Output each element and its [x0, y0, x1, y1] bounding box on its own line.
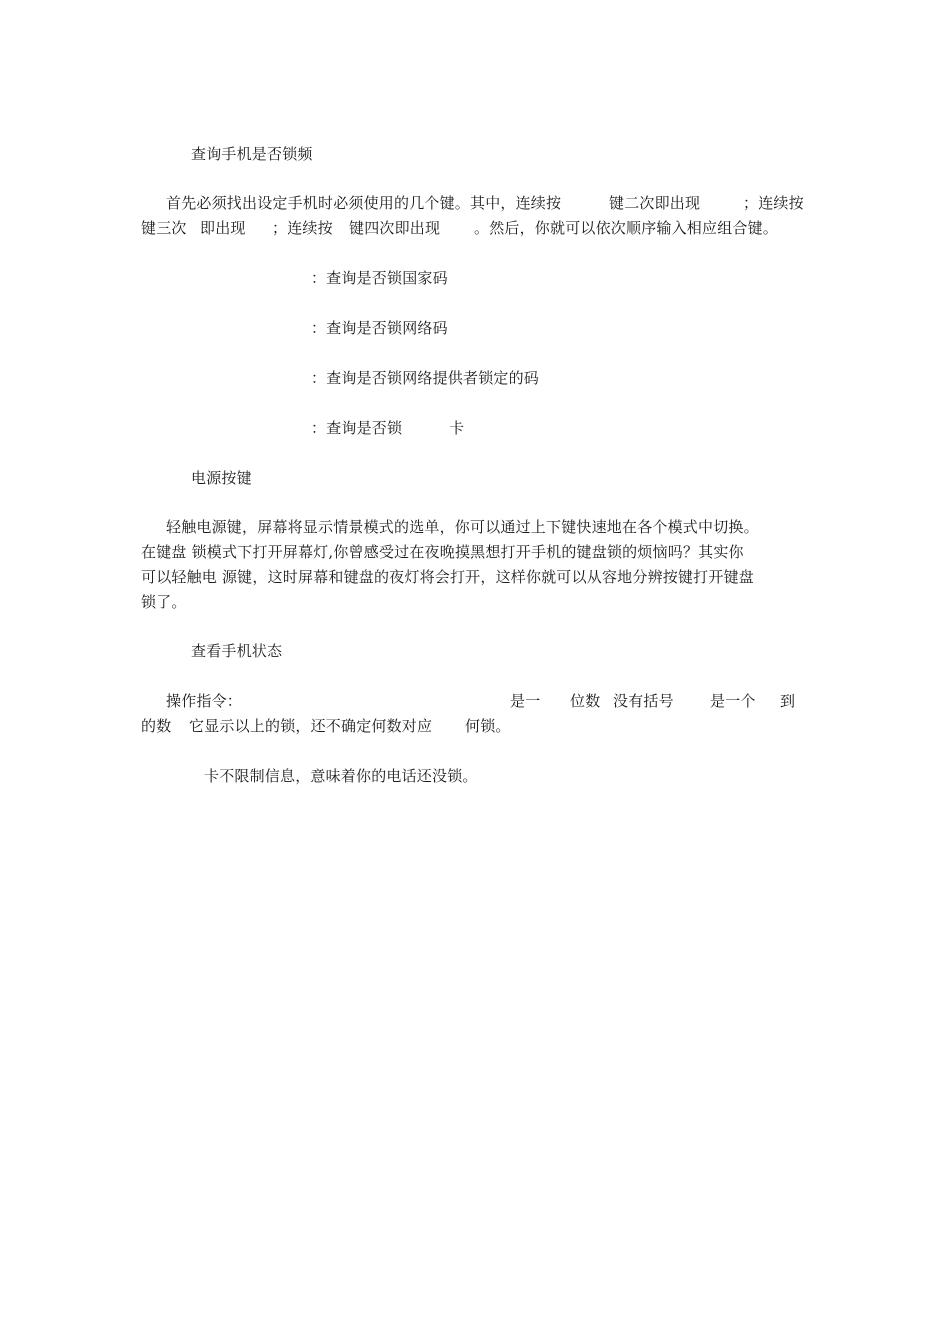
status-line-2b: 它显示以上的锁，还不确定何数对应 [189, 717, 433, 735]
power-line-1: 轻触电源键，屏幕将显示情景模式的选单，你可以通过上下键快速地在各个模式中切换。 [166, 518, 759, 536]
status-line-2a: 的数 [141, 717, 172, 735]
code-item-sim-b: 卡 [449, 419, 465, 437]
heading-lock-check: 查询手机是否锁频 [191, 145, 313, 163]
status-line-1c: 位数 [570, 692, 601, 710]
intro-line-2b: 即出现 [200, 219, 246, 237]
code-item-country: ：查询是否锁国家码 [311, 269, 448, 287]
code-item-provider: ：查询是否锁网络提供者锁定的码 [311, 369, 540, 387]
intro-line-2d: 键四次即出现 [349, 219, 441, 237]
code-item-sim-a: ：查询是否锁 [311, 419, 403, 437]
intro-line-1b: 键二次即出现 [609, 194, 701, 212]
status-line-2c: 何锁。 [465, 717, 511, 735]
heading-phone-status: 查看手机状态 [191, 642, 283, 660]
power-line-3: 可以轻触电 源键，这时屏幕和键盘的夜灯将会打开，这样你就可以从容地分辨按键打开键盘 [141, 568, 754, 586]
status-line-1a: 操作指令： [166, 692, 243, 710]
status-line-1e: 是一个 [710, 692, 756, 710]
status-note: 卡不限制信息，意味着你的电话还没锁。 [204, 767, 478, 785]
intro-line-2a: 键三次 [141, 219, 187, 237]
status-line-1f: 到 [780, 692, 796, 710]
status-line-1d: 没有括号 [613, 692, 674, 710]
power-line-4: 锁了。 [141, 593, 187, 611]
intro-line-1a: 首先必须找出设定手机时必须使用的几个键。其中，连续按 [166, 194, 562, 212]
status-line-1b: 是一 [510, 692, 541, 710]
intro-line-2c: ；连续按 [272, 219, 333, 237]
intro-line-2e: 。然后，你就可以依次顺序输入相应组合键。 [474, 219, 779, 237]
power-line-2: 在键盘 锁模式下打开屏幕灯,你曾感受过在夜晚摸黑想打开手机的键盘锁的烦恼吗？其实你 [141, 543, 744, 561]
heading-power-key: 电源按键 [191, 469, 252, 487]
intro-line-1c: ；连续按 [743, 194, 804, 212]
code-item-network: ：查询是否锁网络码 [311, 319, 448, 337]
